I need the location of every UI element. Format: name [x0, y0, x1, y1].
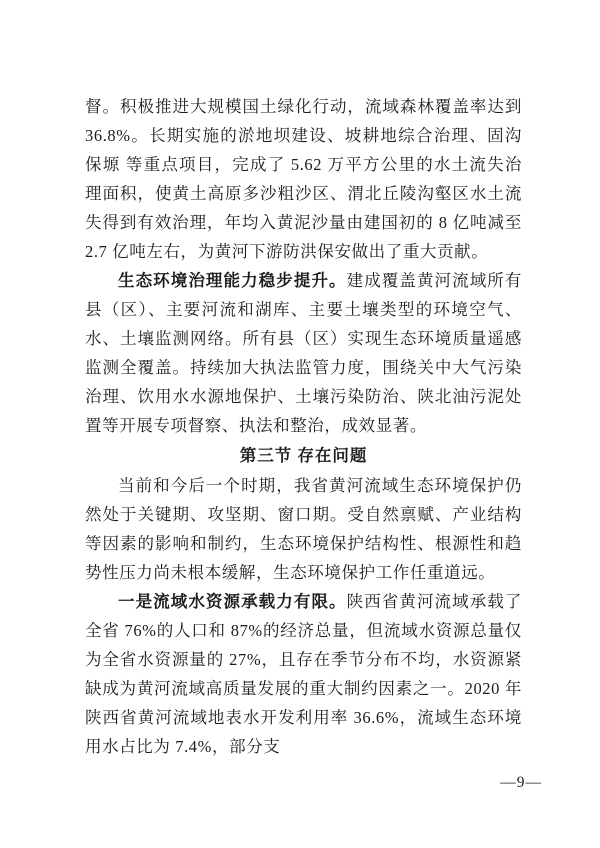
- paragraph-current-challenges: 当前和今后一个时期，我省黄河流域生态环境保护仍然处于关键期、攻坚期、窗口期。受自然禀赋、产业结构等因素的影响和制约，生态环境保护结构性、根源性和趋势性压力尚未根本缓解，生态环境保护工作任重道远。: [85, 476, 522, 582]
- page-number: —9—: [500, 774, 542, 791]
- paragraph-governance-capability-body: 建成覆盖黄河流域所有县（区）、主要河流和湖库、主要土壤类型的环境空气、水、土壤监测网络。所有县（区）实现生态环境质量遥感监测全覆盖。持续加大执法监管力度，围绕关中大气污染治理、饮用水水源地保护、土壤污染防治、陕北油污泥处置等开展专项督察、执法和整治，成效显著。: [85, 271, 522, 435]
- paragraph-continued: 督。积极推进大规模国土绿化行动，流域森林覆盖率达到 36.8%。长期实施的淤地坝建设、坡耕地综合治理、固沟保塬 等重点项目，完成了 5.62 万平方公里的水土流失治理面积，使黄土高原多沙粗沙区、渭北丘陵沟壑区水土流失得到有效治理，年均入黄泥沙量由建国初的 8 亿吨减至 2.7 亿吨左右，为黄河下游防洪保安做出了重大贡献。: [85, 97, 522, 261]
- section-heading: 第三节 存在问题: [239, 446, 368, 465]
- paragraph-water-resources: [85, 587, 522, 761]
- paragraph-governance-capability: [85, 266, 522, 440]
- paragraph-water-resources-body: 陕西省黄河流域承载了全省 76%的人口和 87%的经济总量，但流域水资源总量仅为全省水资源量的 27%，且存在季节分布不均，水资源紧缺成为黄河流域高质量发展的重大制约因素之一。2020 年陕西省黄河流域地表水开发利用率 36.6%，流域生态环境用水占比为 7.4%，部分支: [85, 592, 522, 756]
- document-body: [85, 92, 522, 761]
- paragraph-water-resources-lead: 一是流域水资源承载力有限。: [118, 592, 347, 611]
- paragraph-governance-capability-lead: 生态环境治理能力稳步提升。: [118, 271, 347, 290]
